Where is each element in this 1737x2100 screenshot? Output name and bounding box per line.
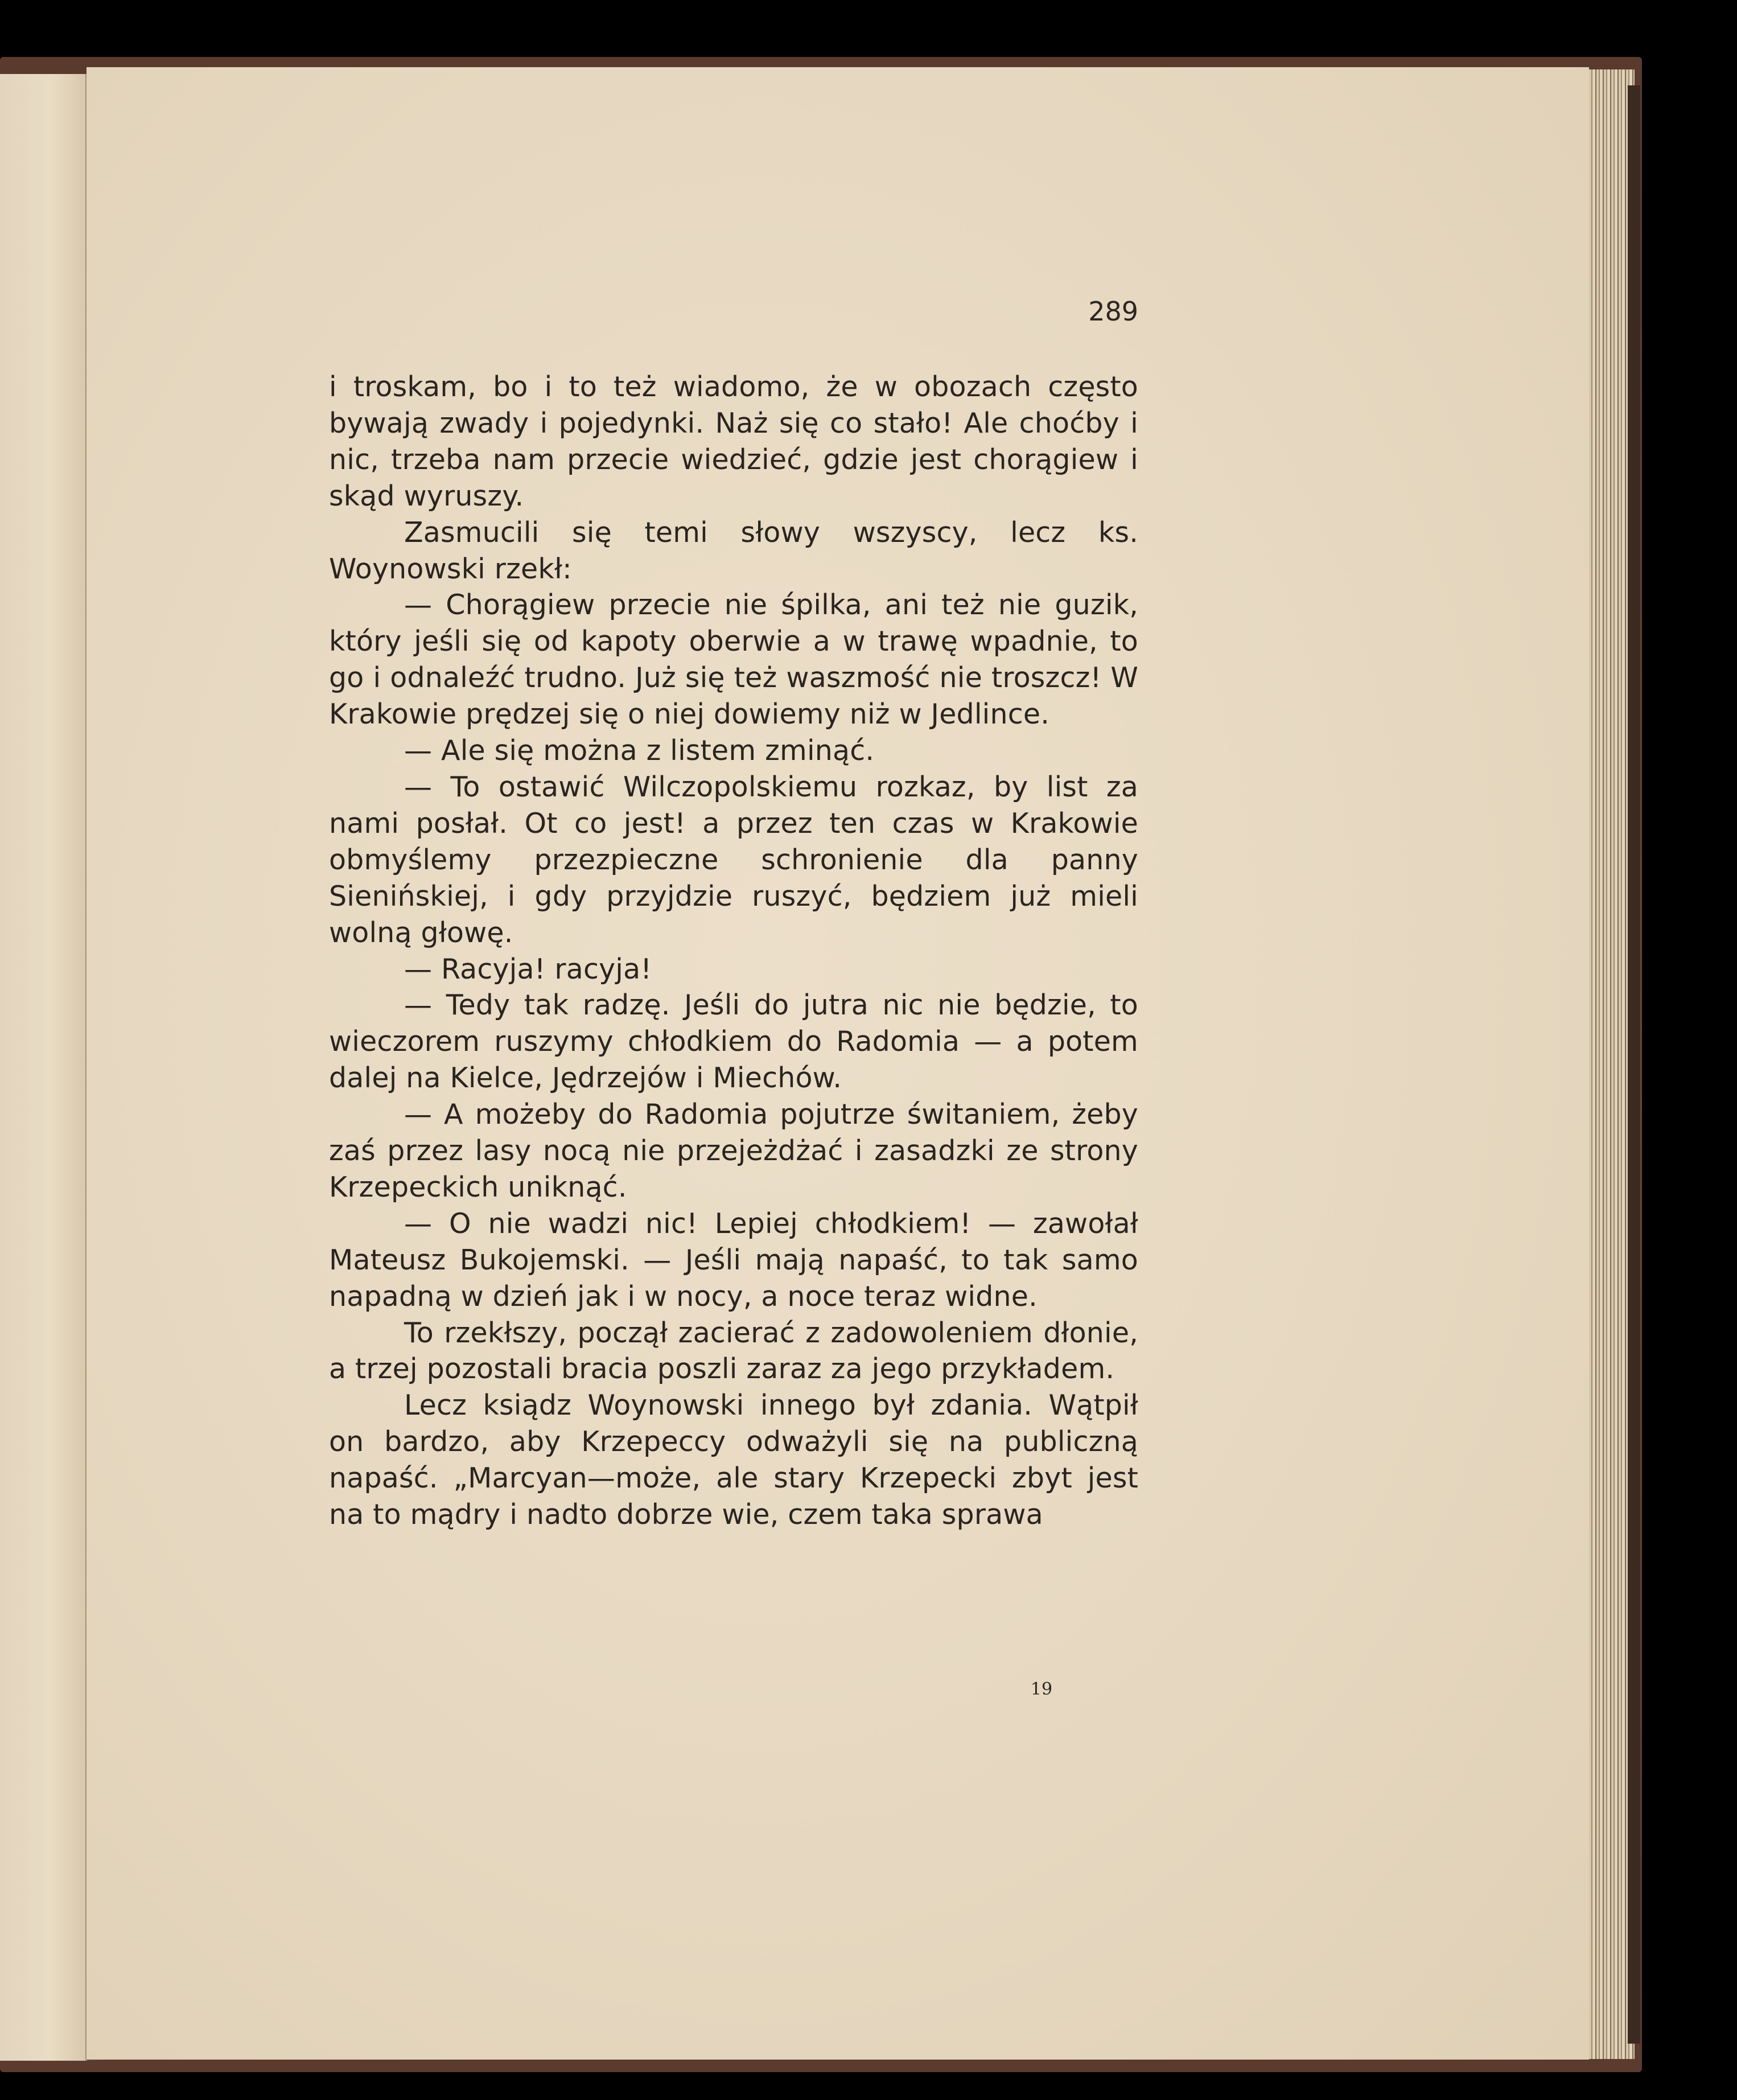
page-number: 289 [1088,296,1138,327]
signature-mark: 19 [1030,1679,1053,1699]
paragraph: — Chorągiew przecie nie śpilka, ani też nie guzik, który jeśli się od kapoty oberwie a w trawę wpadnie, to go i odnaleźć trudno. Już się też waszmość nie troszcz! W Krakowie prędzej się o niej dowiemy niż w Jedlince. [329,589,1138,731]
body-text [329,369,1138,1533]
paragraph: Lecz ksiądz Woynowski innego był zdania. Wątpił on bardzo, aby Krzepeccy odważyli się na publiczną napaść. „Marcyan—może, ale stary Krzepecki zbyt jest na to mądry i nadto dobrze wie, czem taka sprawa [329,1389,1138,1531]
paragraph: i troskam, bo i to też wiadomo, że w obozach często bywają zwady i pojedynki. Naż się co stało! Ale choćby i nic, trzeba nam przecie wiedzieć, gdzie jest chorągiew i skąd wyruszy. [329,371,1138,512]
paragraph: — A możeby do Radomia pojutrze świtaniem, żeby zaś przez lasy nocą nie przejeżdżać i zasadzki ze strony Krzepeckich uniknąć. [329,1098,1138,1203]
left-page-edge [0,74,87,2061]
paragraph: — Tedy tak radzę. Jeśli do jutra nic nie będzie, to wieczorem ruszymy chłodkiem do Radomia — a potem dalej na Kielce, Jędrzejów i Miechów. [329,989,1138,1095]
paragraph: — O nie wadzi nic! Lepiej chłodkiem! — zawołał Mateusz Bukojemski. — Jeśli mają napaść, to tak samo napadną w dzień jak i w nocy, a noce teraz widne. [329,1207,1138,1313]
paragraph: Zasmucili się temi słowy wszyscy, lecz ks. Woynowski rzekł: [329,516,1138,585]
paragraph: To rzekłszy, począł zacierać z zadowoleniem dłonie, a trzej pozostali bracia poszli zaraz za jego przykładem. [329,1316,1138,1386]
paragraph: — Ale się można z listem zminąć. [404,734,875,767]
paragraph: — To ostawić Wilczopolskiemu rozkaz, by list za nami posłał. Ot co jest! a przez ten czas w Krakowie obmyślemy przezpieczne schronienie dla panny Sienińskiej, i gdy przyjdzie ruszyć, będziem już mieli wolną głowę. [329,770,1138,949]
cover-edge-right [1628,85,1640,2044]
paragraph: — Racyja! racyja! [404,952,652,985]
